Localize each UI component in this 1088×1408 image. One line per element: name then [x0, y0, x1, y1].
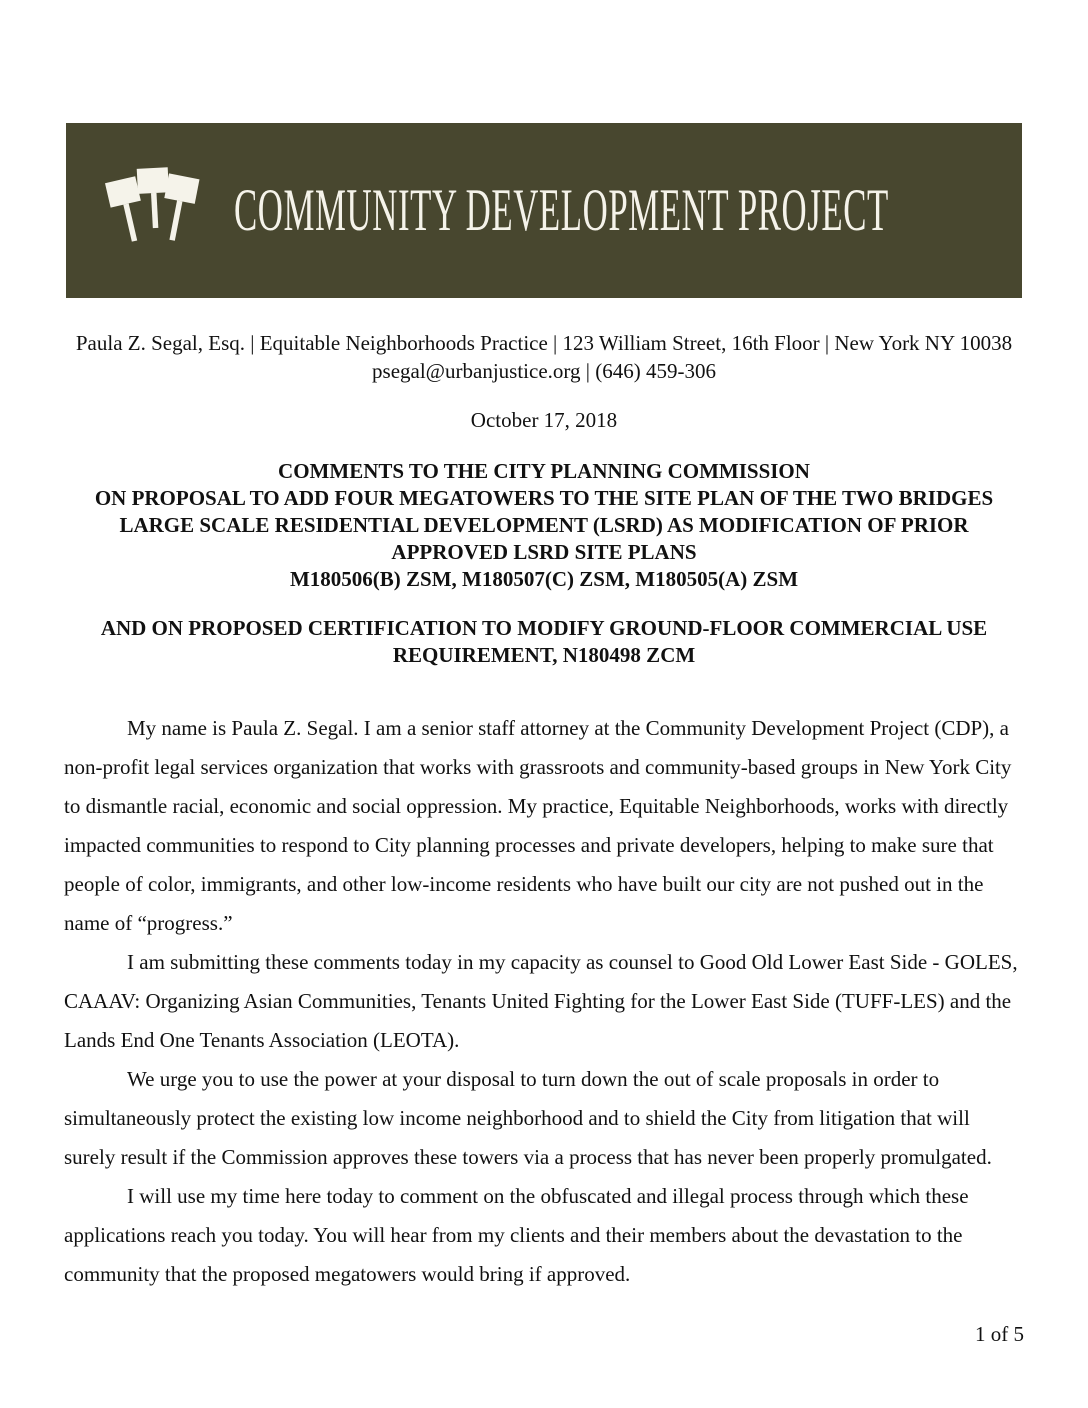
- document-date: October 17, 2018: [470, 408, 618, 432]
- page-number: 1 of 5: [975, 1322, 1024, 1346]
- body-paragraph: We urge you to use the power at your disposal to turn down the out of scale proposals in order to simultaneously protect the existing low income neighborhood and to shield the City from litigation that will surely result if the Commission approves these towers via a process that has never been properly promulgated.: [64, 1067, 992, 1169]
- document-body: [64, 709, 1024, 1294]
- heading-line: COMMENTS TO THE CITY PLANNING COMMISSION: [278, 459, 810, 483]
- body-paragraph: My name is Paula Z. Segal. I am a senior staff attorney at the Community Development Project (CDP), a non-profit legal services organization that works with grassroots and community-based groups in New York City to dismantle racial, economic and social oppression. My practice, Equitable Neighborhoods, works with directly impacted communities to respond to City planning processes and private developers, helping to make sure that people of color, immigrants, and other low-income residents who have built our city are not pushed out in the name of “progress.”: [64, 716, 1012, 935]
- contact-line-2: psegal@urbanjustice.org | (646) 459-306: [372, 359, 716, 383]
- picket-signs-icon: [104, 163, 204, 259]
- heading-line: ON PROPOSAL TO ADD FOUR MEGATOWERS TO THE SITE PLAN OF THE TWO BRIDGES: [94, 486, 994, 510]
- body-paragraph: I will use my time here today to comment on the obfuscated and illegal process through which these applications reach you today. You will hear from my clients and their members about the devastation to the community that the proposed megatowers would bring if approved.: [64, 1184, 969, 1286]
- letterhead-banner: [66, 123, 1022, 298]
- document-heading-primary: [64, 458, 1024, 593]
- body-paragraph: I am submitting these comments today in my capacity as counsel to Good Old Lower East Side - GOLES, CAAAV: Organizing Asian Communities, Tenants United Fighting for the Lower East Side (TUFF-LES) and the Lands End One Tenants Association (LEOTA).: [64, 950, 1018, 1052]
- heading-line: M180506(B) ZSM, M180507(C) ZSM, M180505(A) ZSM: [289, 567, 799, 591]
- document-heading-secondary: [64, 615, 1024, 669]
- contact-line-1: Paula Z. Segal, Esq. | Equitable Neighborhoods Practice | 123 William Street, 16th Floor | New York NY 10038: [75, 331, 1013, 355]
- heading-line: REQUIREMENT, N180498 ZCM: [392, 643, 696, 667]
- organization-title: COMMUNITY DEVELOPMENT PROJECT: [234, 177, 889, 243]
- heading-line: AND ON PROPOSED CERTIFICATION TO MODIFY GROUND-FLOOR COMMERCIAL USE: [100, 616, 988, 640]
- heading-line: APPROVED LSRD SITE PLANS: [391, 540, 697, 564]
- heading-line: LARGE SCALE RESIDENTIAL DEVELOPMENT (LSRD) AS MODIFICATION OF PRIOR: [119, 513, 969, 537]
- banner-title-wrap: [234, 176, 1088, 245]
